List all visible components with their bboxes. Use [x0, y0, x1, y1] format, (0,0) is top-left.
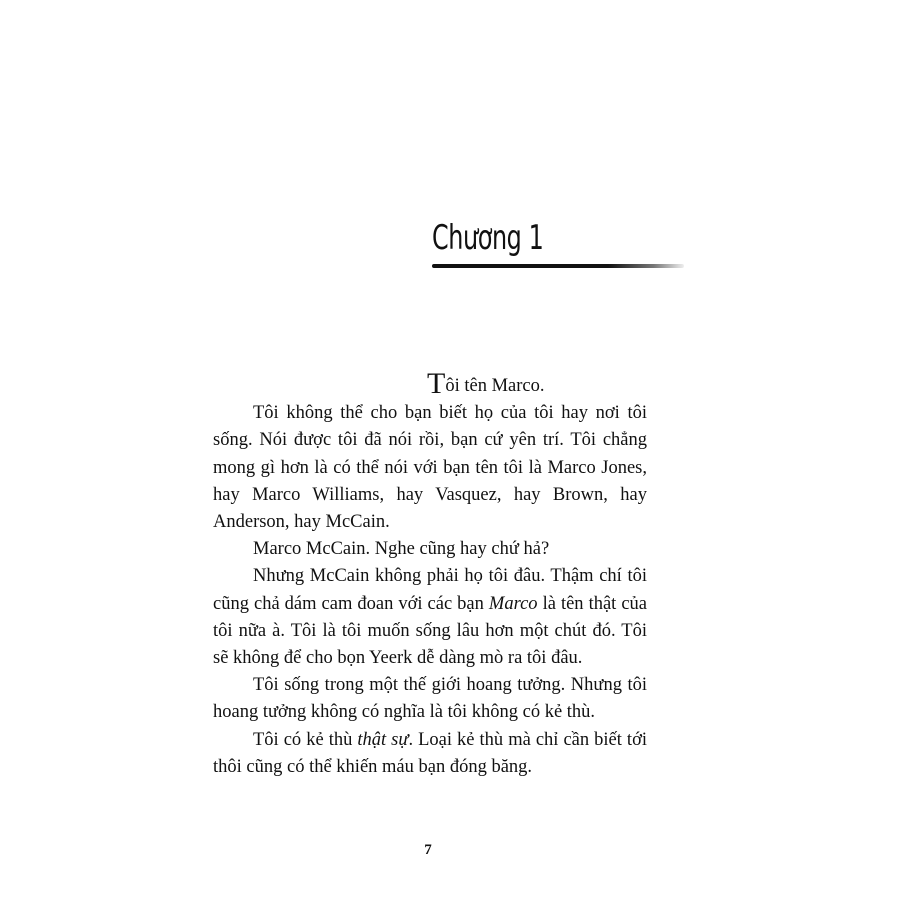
- paragraph-6: [213, 727, 647, 781]
- page-number: 7: [424, 842, 432, 858]
- chapter-underline-rule: [432, 264, 684, 268]
- paragraph-4-text-after: là tên thật của tôi nữa à. Tôi là tôi muốn sống lâu hơn một chút đó. Tôi sẽ không để cho bọn Yeerk dễ dàng mò ra tôi đâu.: [213, 593, 647, 669]
- paragraph-2: Tôi không thể cho bạn biết họ của tôi hay nơi tôi sống. Nói được tôi đã nói rồi, bạn cứ yên trí. Tôi chẳng mong gì hơn là có thể nói với bạn tên tôi là Marco Jones, hay Marco Williams, hay Vasquez, hay Brown, hay Anderson, hay McCain.: [213, 403, 647, 533]
- chapter-title: Chương 1: [432, 218, 544, 258]
- paragraph-4: [213, 563, 647, 672]
- drop-cap-letter: T: [427, 367, 446, 400]
- paragraph-4-text-before: Nhưng McCain không phải họ tôi đâu. Thậm chí tôi cũng chả dám cam đoan với các bạn: [213, 566, 647, 614]
- paragraph-6-italic: thật sự: [357, 729, 409, 750]
- paragraph-3: Marco McCain. Nghe cũng hay chứ hả?: [253, 539, 550, 560]
- paragraph-1: [213, 367, 647, 400]
- paragraph-5: Tôi sống trong một thế giới hoang tưởng. Nhưng tôi hoang tưởng không có nghĩa là tôi không có kẻ thù.: [213, 675, 647, 723]
- paragraph-4-italic: Marco: [488, 593, 538, 614]
- chapter-heading: [432, 218, 692, 258]
- paragraph-6-text-after: . Loại kẻ thù mà chỉ cần biết tới thôi cũng có thể khiến máu bạn đóng băng.: [213, 729, 647, 777]
- paragraph-1-text: ôi tên Marco.: [445, 376, 545, 396]
- paragraph-6-text-before: Tôi có kẻ thù: [253, 729, 358, 750]
- body-text: [213, 367, 647, 781]
